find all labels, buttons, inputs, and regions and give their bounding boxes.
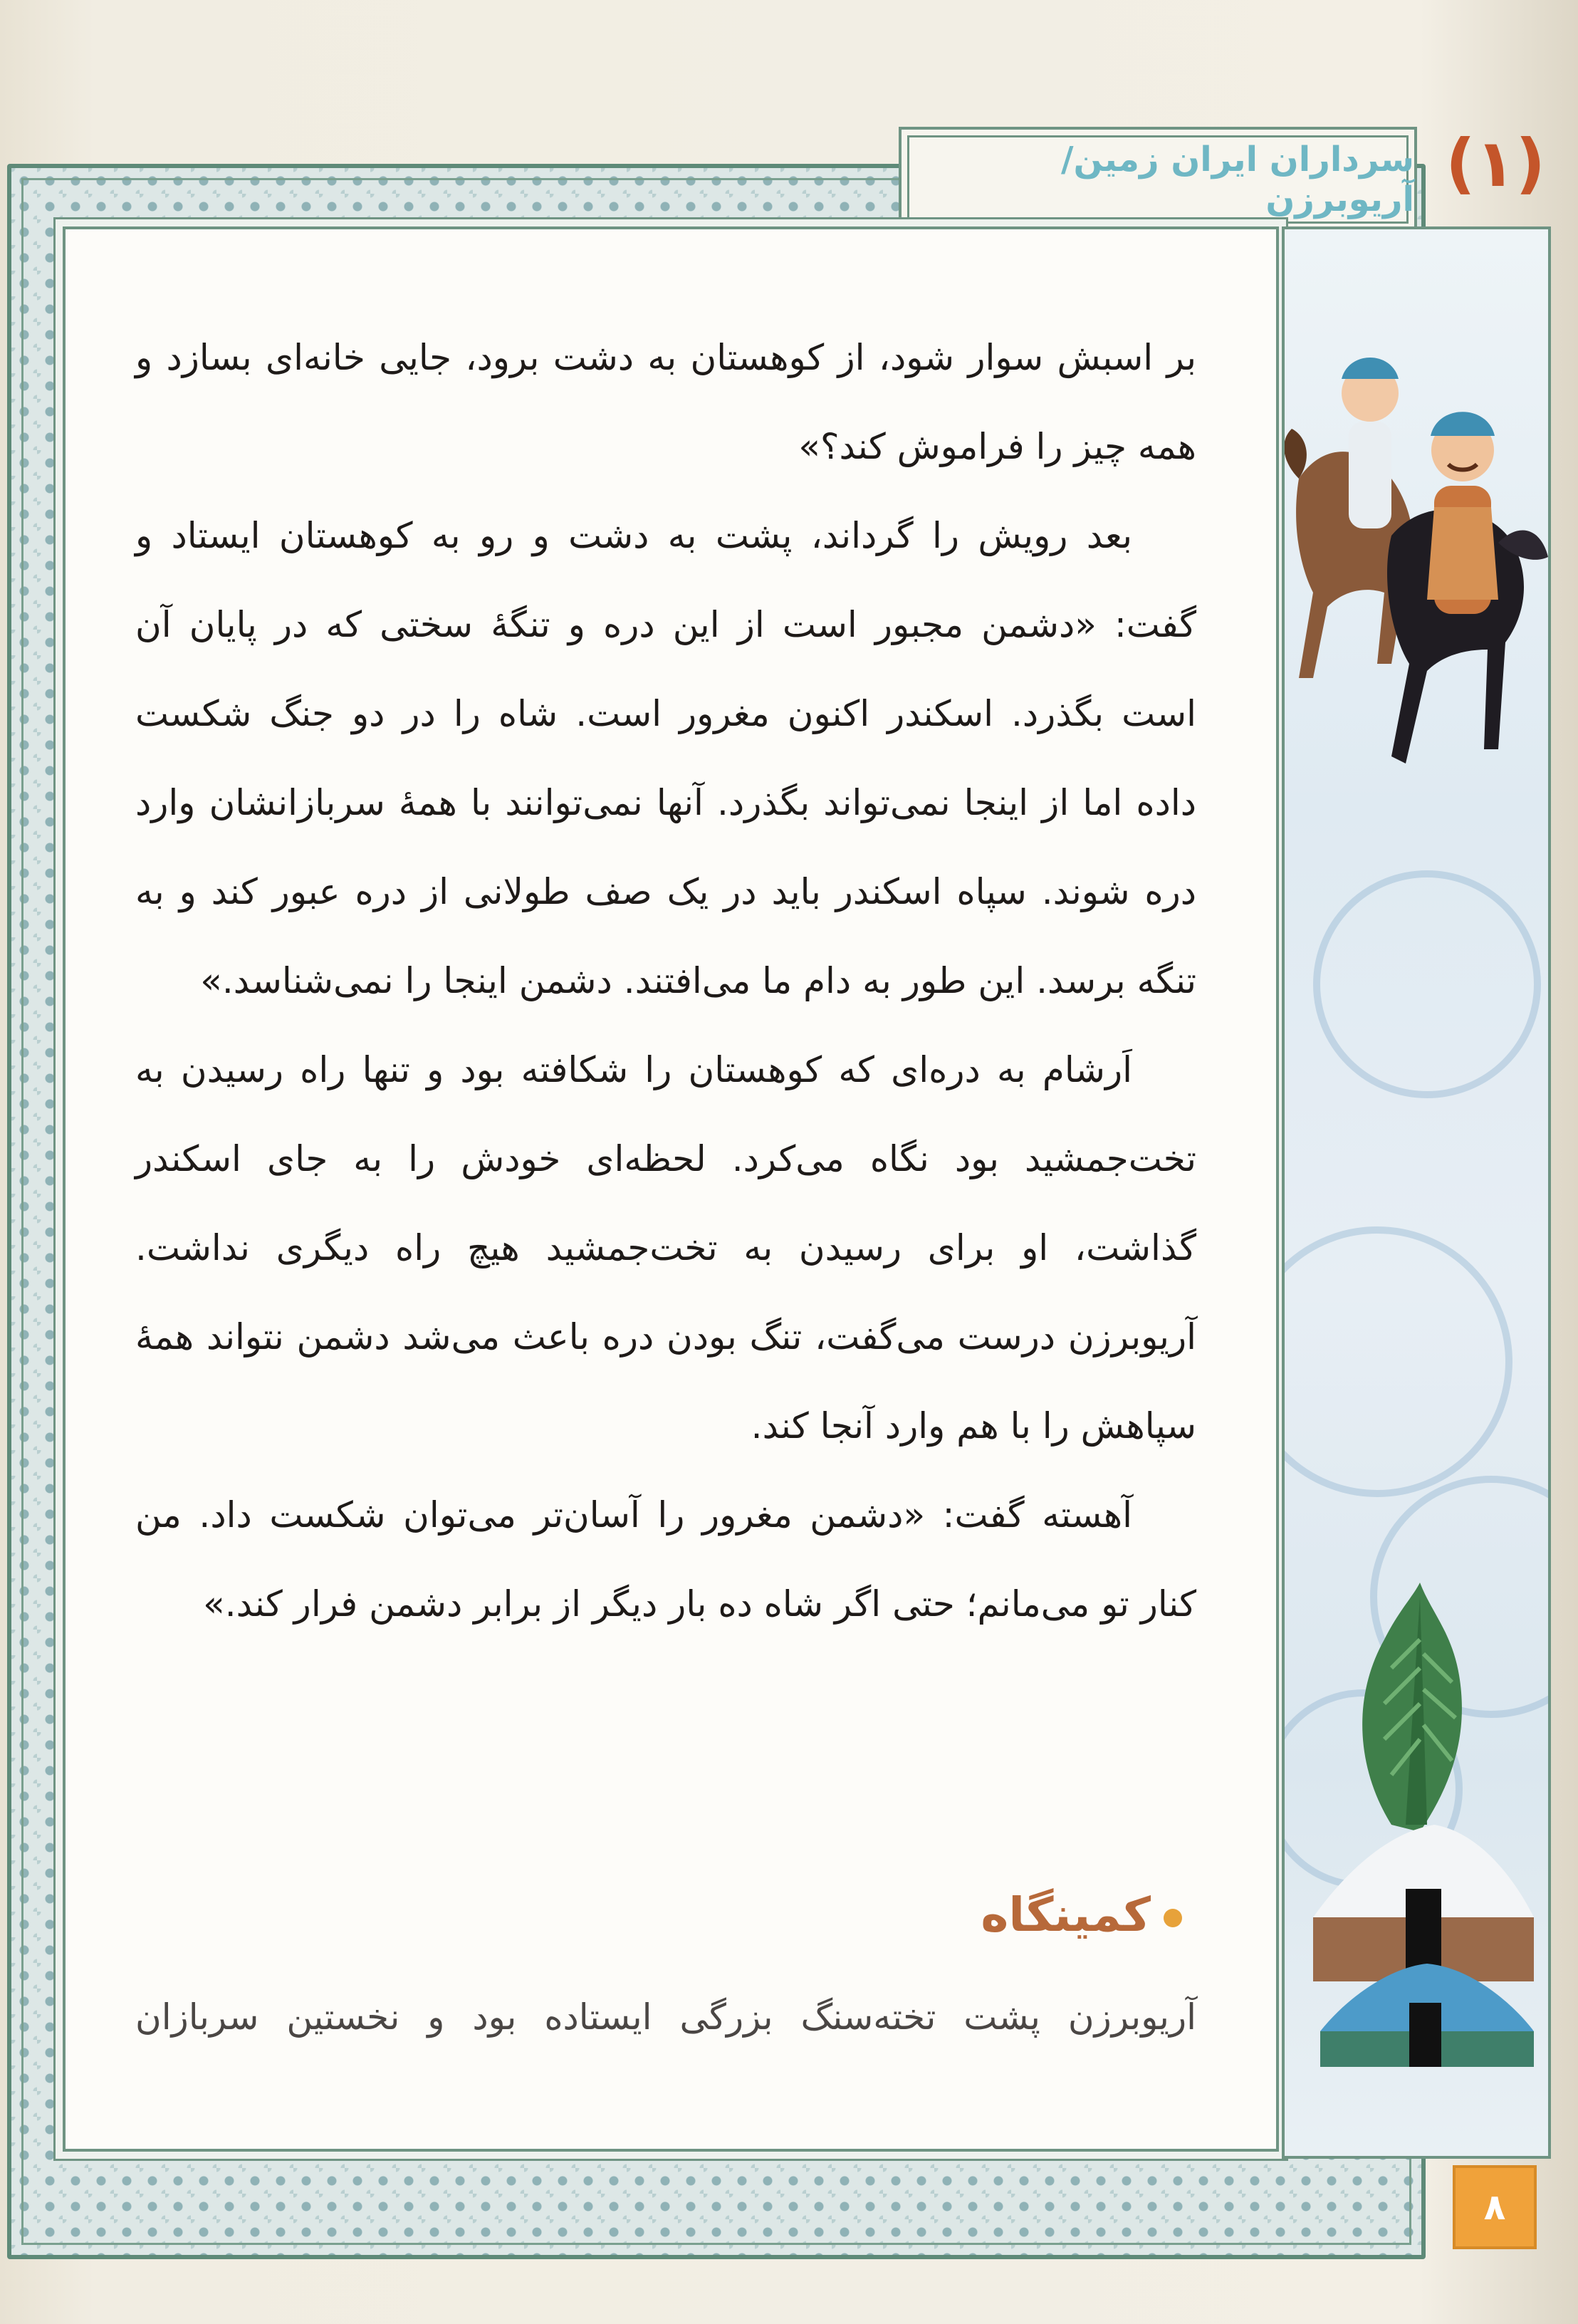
bullet-dot-icon <box>1164 1909 1182 1927</box>
chapter-number: (۱) <box>1445 125 1546 202</box>
paragraph-2: بعد رویش را گرداند، پشت به دشت و رو به کوهستان ایستاد و گفت: «دشمن مجبور است از این دره و تنگهٔ سختی که در پایان آن است بگذرد. اسکندر اکنون مغرور است. شاه را در دو جنگ شکست داده اما از اینجا نمی‌تواند بگذرد. آنها نمی‌توانند با همهٔ سربازانشان وارد دره شوند. سپاه اسکندر باید در یک صف طولانی از دره عبور کند و به تنگه برسد. این طور به دام ما می‌افتند. دشمن اینجا را نمی‌شناسد.» <box>135 515 1196 1001</box>
section-heading-text: کمینگاه <box>981 1887 1151 1942</box>
horse-riders-illustration <box>1285 293 1548 792</box>
illustration-strip <box>1282 226 1551 2159</box>
section-first-line: آریوبرزن پشت تخته‌سنگ بزرگی ایستاده بود و نخستین سربازان <box>135 1996 1196 2038</box>
story-text <box>135 313 1196 1649</box>
header-title: سرداران ایران زمین/ آریوبرزن <box>1060 140 1414 219</box>
camp-illustration <box>1285 1568 1548 2067</box>
page-number: ۸ <box>1453 2165 1537 2249</box>
section-heading <box>783 1887 1182 1966</box>
paragraph-4: آهسته گفت: «دشمن مغرور را آسان‌تر می‌توان شکست داد. من کنار تو می‌مانم؛ حتی اگر شاه ده بار دیگر از برابر دشمن فرار کند.» <box>135 1494 1196 1625</box>
paragraph-3: اَرشام به دره‌ای که کوهستان را شکافته بود و تنها راه رسیدن به تخت‌جمشید بود نگاه می‌کرد. لحظه‌ای خودش را به جای اسکندر گذاشت، او برای رسیدن به تخت‌جمشید هیچ راه دیگری نداشت. آریوبرزن درست می‌گفت، تنگ بودن دره باعث می‌شد دشمن نتواند همهٔ سپاهش را با هم وارد آنجا کند. <box>135 1049 1196 1447</box>
paragraph-1: بر اسبش سوار شود، از کوهستان به دشت برود، جایی خانه‌ای بسازد و همه چیز را فراموش کند؟» <box>135 337 1196 467</box>
running-header <box>899 127 1417 232</box>
